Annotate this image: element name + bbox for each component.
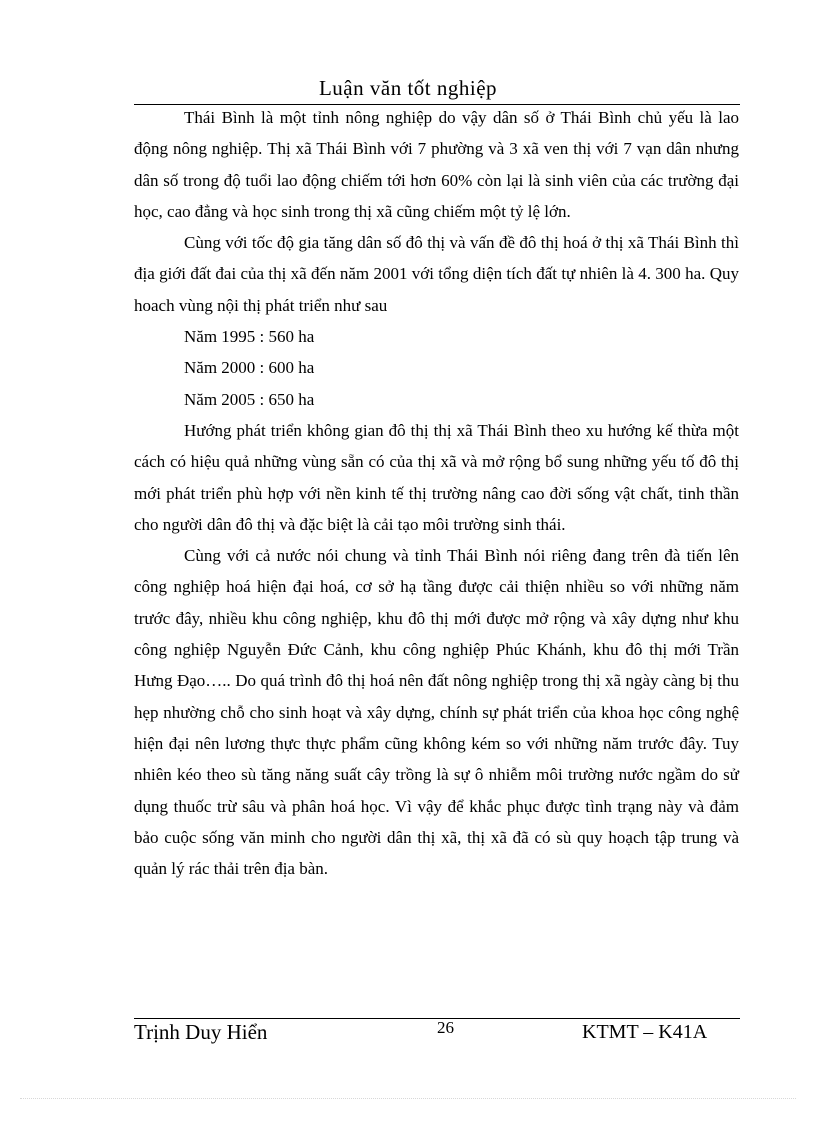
year-item-2005: Năm 2005 : 650 ha	[184, 389, 315, 409]
footer-class-code: KTMT – K41A	[582, 1021, 708, 1043]
page-bottom-border	[20, 1098, 796, 1099]
page-header-title: Luận văn tốt nghiệp	[318, 76, 498, 100]
paragraph-population: Thái Bình là một tỉnh nông nghiệp do vậy dân số ở Thái Bình chủ yếu là lao động nông nghiệp. Thị xã Thái Bình với 7 phường và 3 xã ven thị với 7 vạn dân nhưng dân số trong độ tuổi lao động chiếm tới hơn 60% còn lại là sinh viên của các trường đại học, cao đẳng và học sinh trong thị xã cũng chiếm một tỷ lệ lớn.	[134, 108, 739, 221]
paragraph-industrialization: Cùng với cả nước nói chung và tỉnh Thái Bình nói riêng đang trên đà tiến lên công nghiệp hoá hiện đại hoá, cơ sở hạ tầng được cải thiện nhiều so với những năm trước đây, nhiều khu công nghiệp, khu đô thị mới được mở rộng và xây dựng như khu công nghiệp Nguyễn Đức Cảnh, khu công nghiệp Phúc Khánh, khu đô thị mới Trần Hưng Đạo….. Do quá trình đô thị hoá nên đất nông nghiệp trong thị xã ngày càng bị thu hẹp nhường chỗ cho sinh hoạt và xây dựng, chính sự phát triển của khoa học công nghệ hiện đại nên lương thực thực phẩm cũng không kém so với những năm trước đây. Tuy nhiên kéo theo sù tăng năng suất cây trồng là sự ô nhiễm môi trường nước ngầm do sử dụng thuốc trừ sâu và phân hoá học. Vì vậy để khắc phục được tình trạng này và đảm bảo cuộc sống văn minh cho người dân thị xã, thị xã đã có sù quy hoạch tập trung và quản lý rác thải trên địa bàn.	[134, 546, 739, 879]
paragraph-urbanization: Cùng với tốc độ gia tăng dân số đô thị và vấn đề đô thị hoá ở thị xã Thái Bình thì địa giới đất đai của thị xã đến năm 2001 với tổng diện tích đất tự nhiên là 4. 300 ha. Quy hoach vùng nội thị phát triển như sau	[134, 233, 739, 315]
year-item-2000: Năm 2000 : 600 ha	[184, 358, 315, 378]
footer-author: Trịnh Duy Hiển	[134, 1020, 268, 1044]
paragraph-development-direction: Hướng phát triển không gian đô thị thị xã Thái Bình theo xu hướng kế thừa một cách có hiệu quả những vùng sẵn có của thị xã và mở rộng bổ sung những yếu tố đô thị mới phát triển phù hợp với nền kinh tế thị trường nâng cao đời sống vật chất, tinh thần cho người dân đô thị và đặc biệt là cải tạo môi trường sinh thái.	[134, 420, 739, 534]
document-body	[134, 102, 739, 884]
page-number: 26	[437, 1018, 454, 1037]
year-item-1995: Năm 1995 : 560 ha	[184, 327, 315, 347]
